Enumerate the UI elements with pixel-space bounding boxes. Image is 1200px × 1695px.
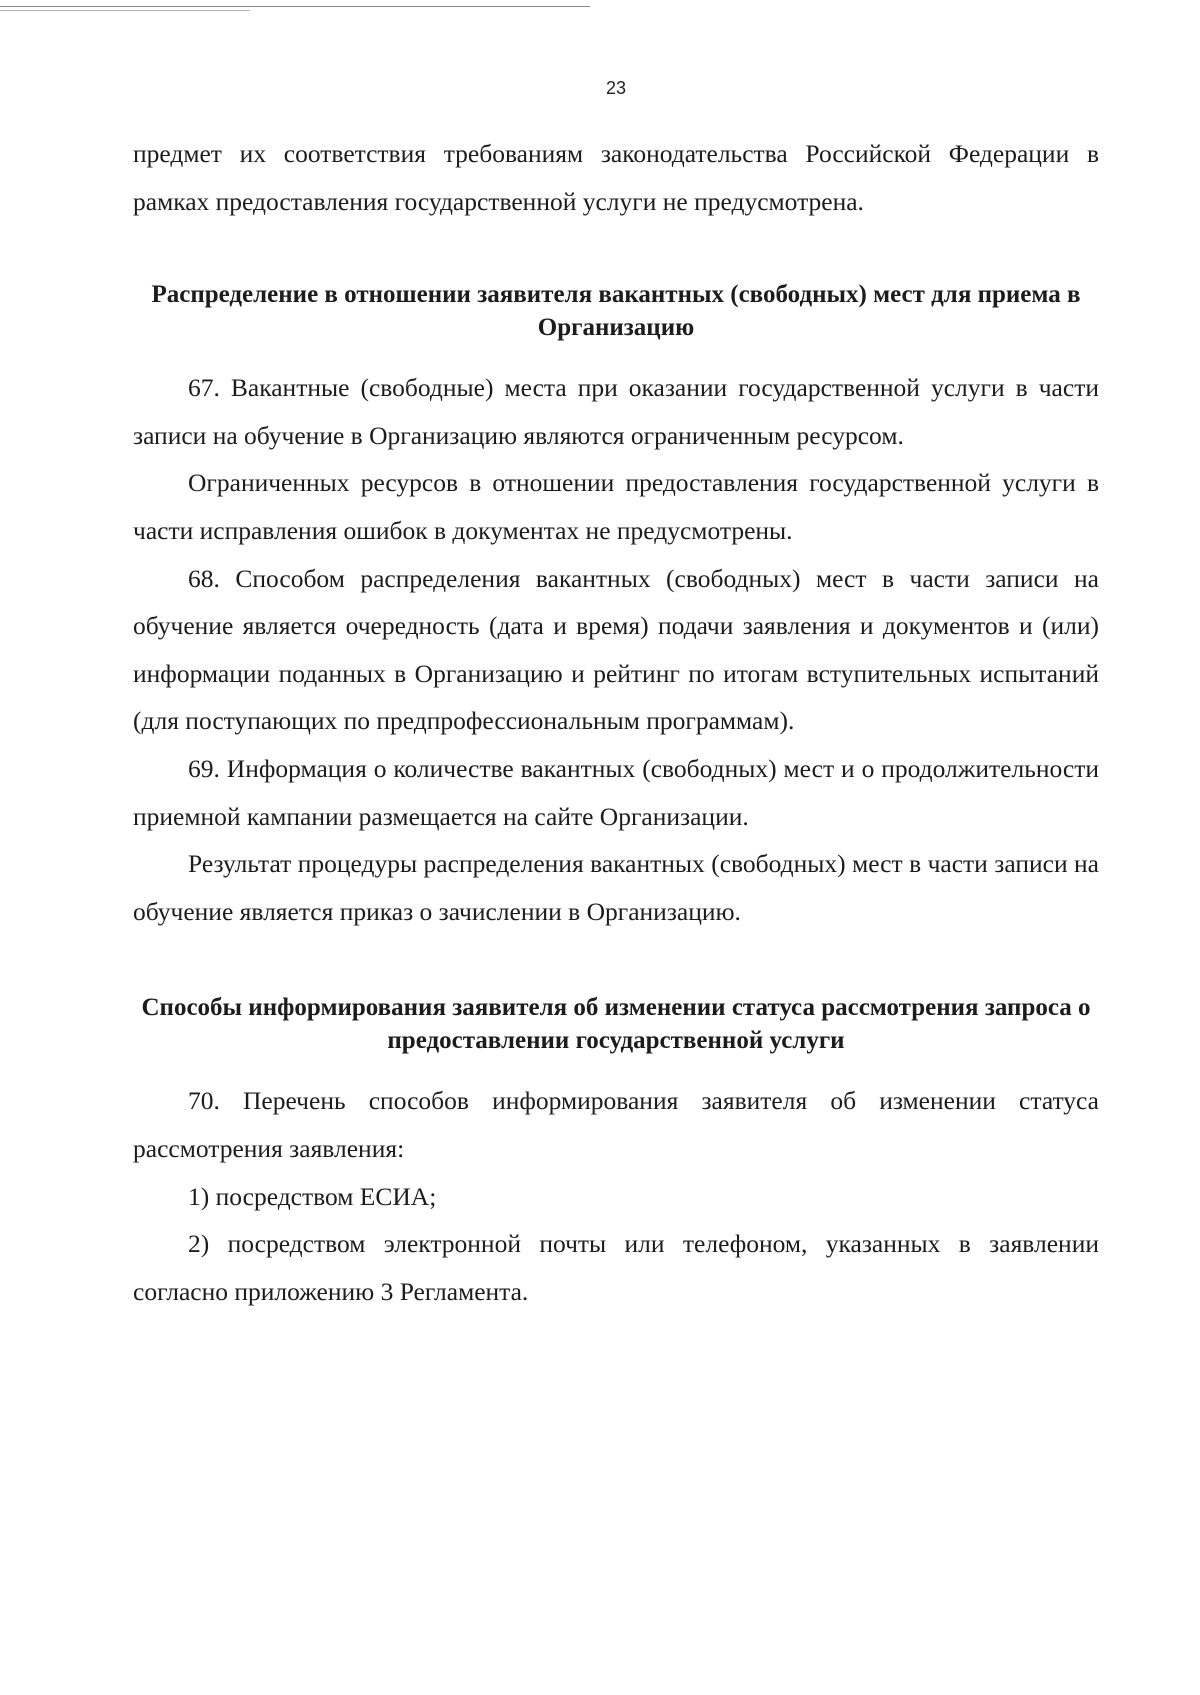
paragraph-distribution-result: Результат процедуры распределения вакантных (свободных) мест в части записи на обучение является приказ о зачислении в Организацию. <box>133 849 1099 926</box>
section-heading-distribution: Распределение в отношении заявителя вакантных (свободных) мест для приема в Организацию <box>151 281 1081 342</box>
list-item-esia: 1) посредством ЕСИА; <box>188 1181 437 1211</box>
scan-top-border <box>0 6 590 7</box>
paragraph-69: 69. Информация о количестве вакантных (свободных) мест и о продолжительности приемной кампании размещается на сайте Организации. <box>133 753 1099 831</box>
paragraph-70: 70. Перечень способов информирования заявителя об изменении статуса рассмотрения заявления: <box>133 1086 1099 1163</box>
page-number: 23 <box>605 78 627 98</box>
section-heading-informing: Способы информирования заявителя об изменении статуса рассмотрения запроса о предоставлении государственной услуги <box>141 994 1091 1055</box>
paragraph-limited-resources: Ограниченных ресурсов в отношении предоставления государственной услуги в части исправления ошибок в документах не предусмотрены. <box>133 468 1099 545</box>
document-body <box>133 130 1099 1315</box>
list-item-email-phone: 2) посредством электронной почты или телефоном, указанных в заявлении согласно приложению 3 Регламента. <box>133 1229 1099 1306</box>
paragraph-67: 67. Вакантные (свободные) места при оказании государственной услуги в части записи на обучение в Организацию являются ограниченным ресурсом. <box>133 373 1099 450</box>
intro-paragraph: предмет их соответствия требованиям законодательства Российской Федерации в рамках предоставления государственной услуги не предусмотрена. <box>133 139 1099 216</box>
paragraph-68: 68. Способом распределения вакантных (свободных) мест в части записи на обучение является очередность (дата и время) подачи заявления и документов и (или) информации поданных в Организацию и рейтинг по итогам вступительных испытаний (для поступающих по предпрофессиональным программам). <box>133 563 1099 736</box>
scan-top-border-secondary <box>0 10 250 11</box>
